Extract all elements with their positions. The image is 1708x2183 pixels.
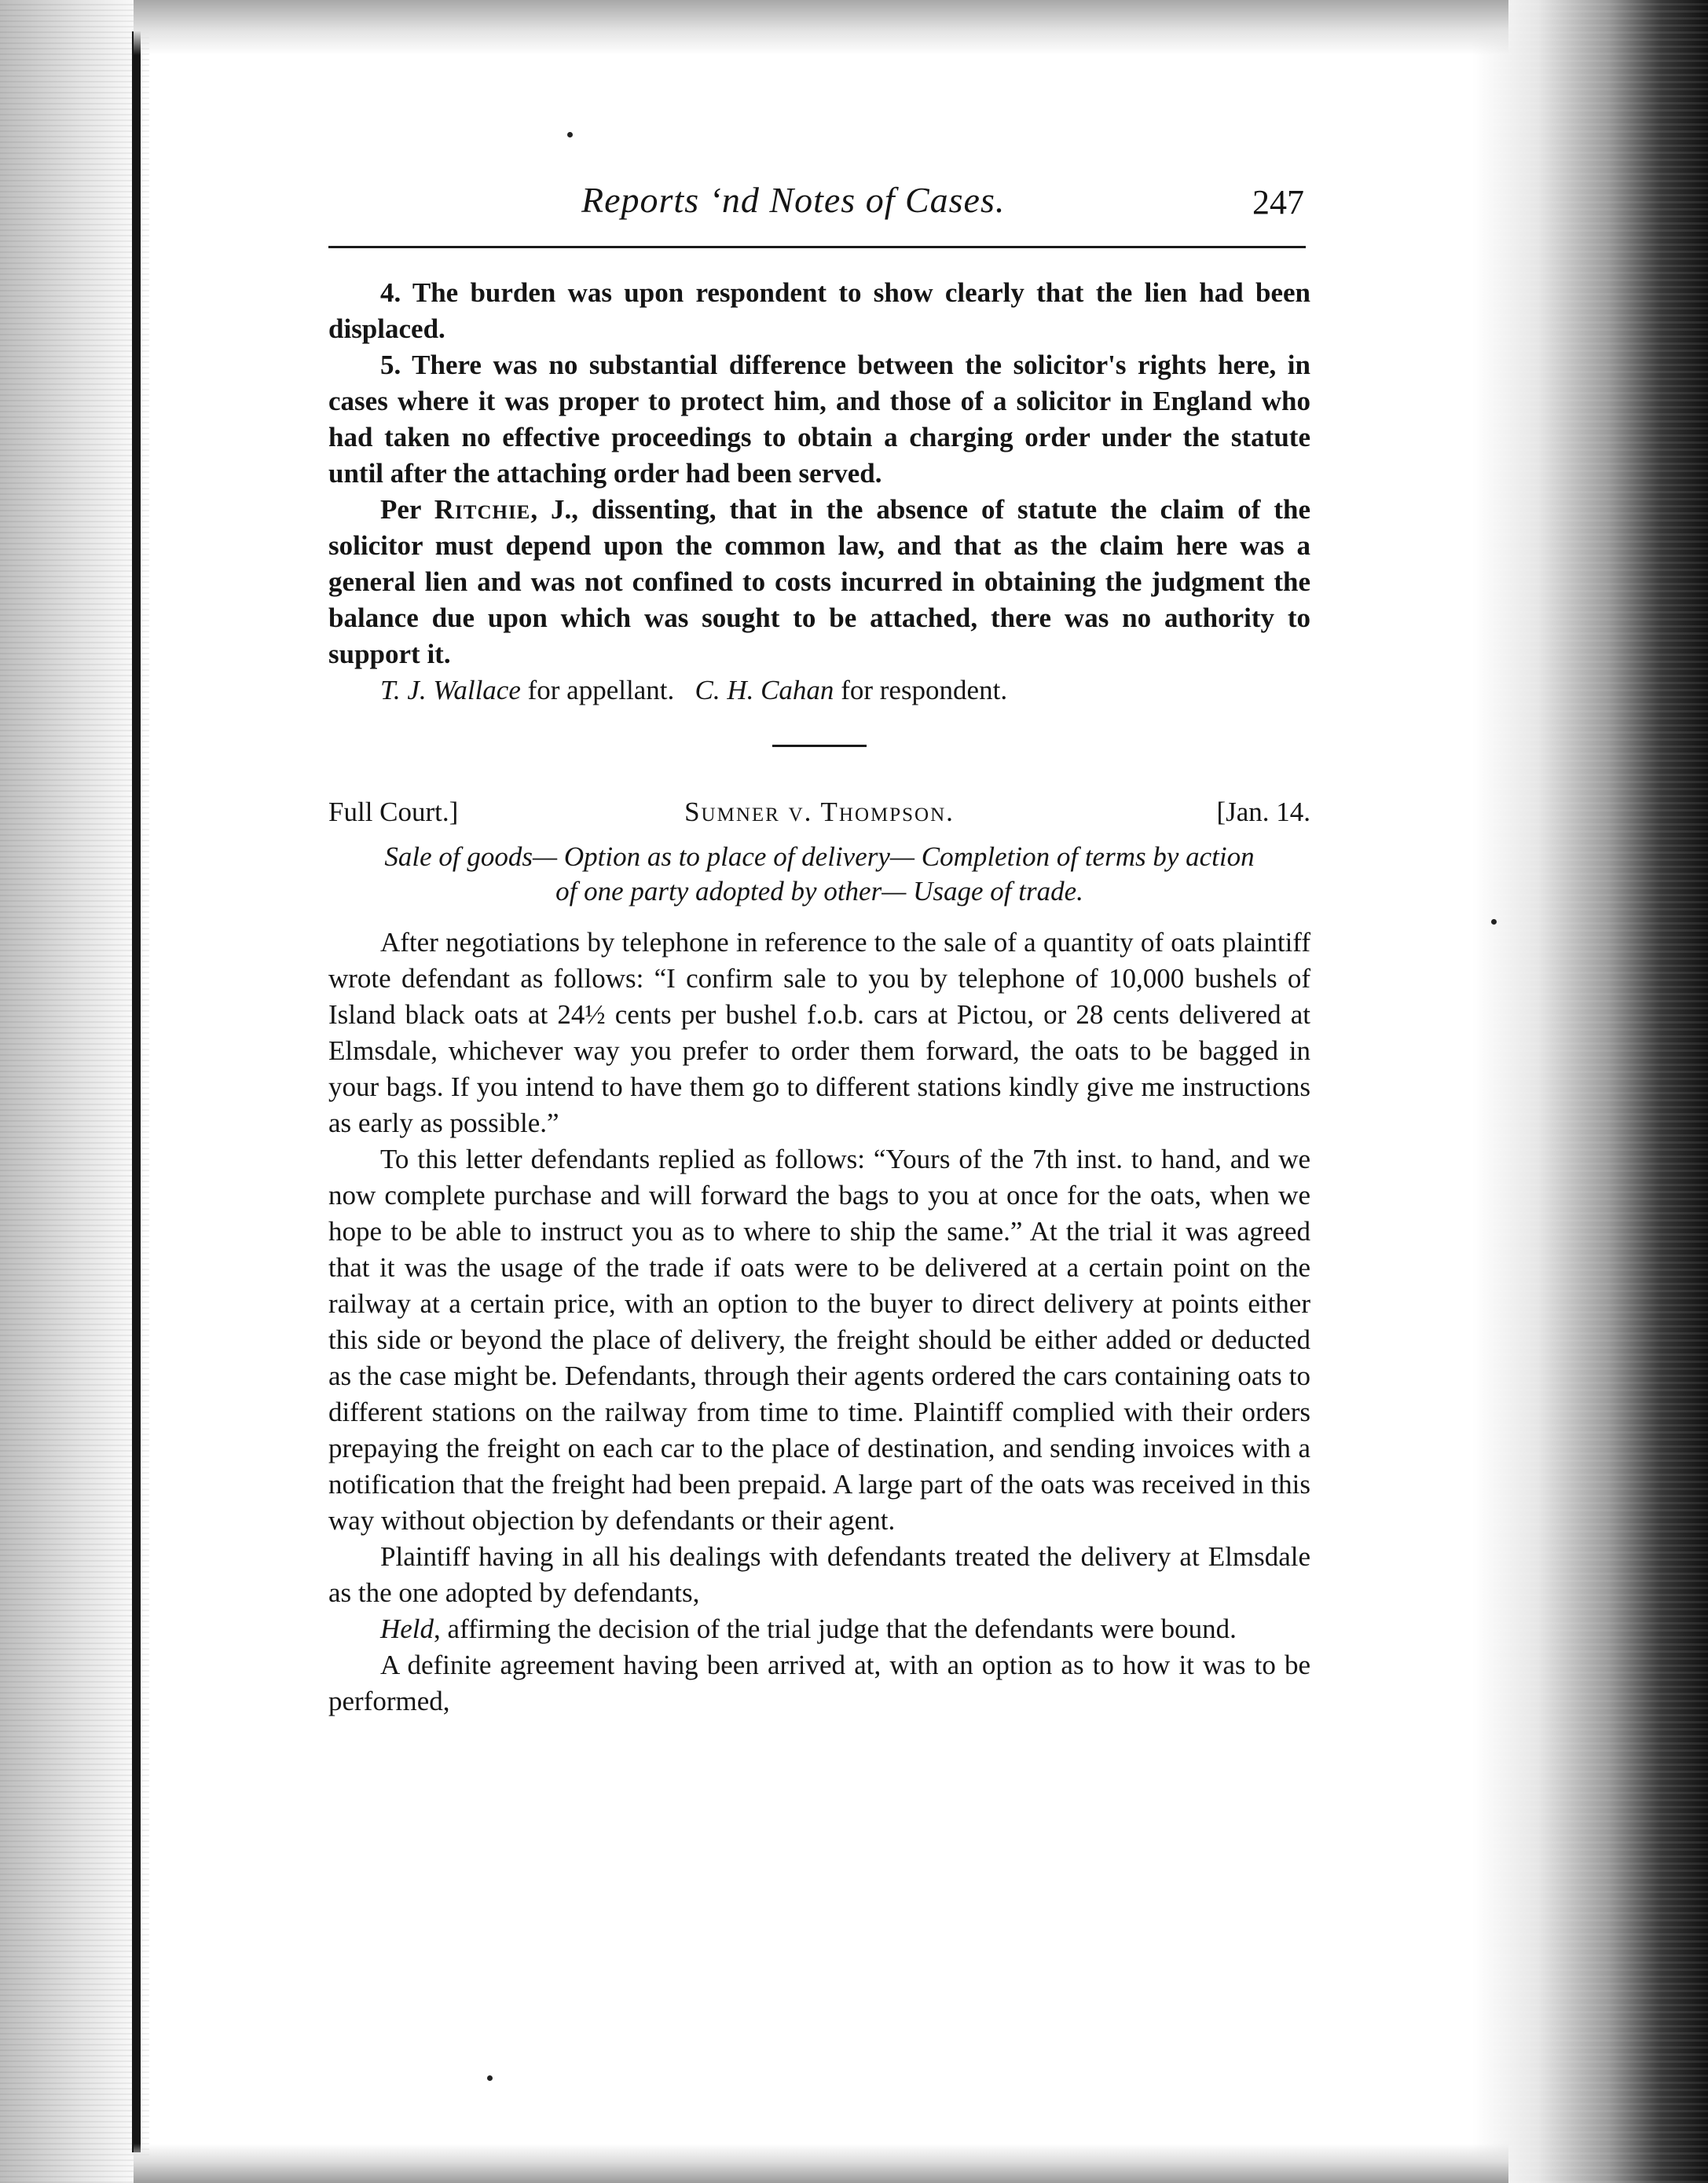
court-label: Full Court.] [328, 797, 459, 827]
held-text: , affirming the decision of the trial judge that the defendants were bound. [434, 1613, 1237, 1644]
binding-shadow [132, 31, 141, 2152]
scan-top-edge [134, 0, 1508, 55]
final-paragraph: A definite agreement having been arrived at, with an option as to how it was to be performed, [328, 1650, 1310, 1716]
scan-speck [567, 132, 573, 137]
headnote-line: of one party adopted by other— Usage of trade. [555, 876, 1083, 907]
holding-5: 5. There was no substantial difference between the solicitor's rights here, in cases where it was proper to protect him, and those of a solicitor in England who had taken no effective proceedings to obtain a charging order under the statute until after the attaching order had been served. [328, 350, 1310, 489]
appellant-role: for appellant. [520, 675, 675, 705]
section-divider [772, 745, 867, 747]
case-date: [Jan. 14. [1216, 797, 1310, 827]
dissent-text: , J., dissenting, that in the absence of statute the claim of the solicitor must depend upon the common law, and that as the claim here was a general lien and was not confined to costs incurred in obtaining the judgment the balance due upon which was sought to be attached, there was no authority to support it. [328, 494, 1310, 669]
scan-speck [487, 2075, 493, 2081]
headnote-line: Sale of goods— Option as to place of delivery— Completion of terms by action [384, 841, 1255, 872]
scan-right-edge [1472, 0, 1708, 2183]
facts-paragraph: Plaintiff having in all his dealings with defendants treated the delivery at Elmsdale as the one adopted by defendants, [328, 1541, 1310, 1608]
page-body [328, 275, 1310, 1720]
page-header [330, 179, 1304, 234]
running-title: Reports ‘nd Notes of Cases. [581, 180, 1006, 220]
counsel-line [328, 672, 1310, 709]
case-header [328, 794, 1310, 830]
facts-paragraph: To this letter defendants replied as follows: “Yours of the 7th inst. to hand, and we now complete purchase and will forward the bags to you at once for the oats, when we hope to be able to instruct you as to where to ship the same.” At the trial it was agreed that it was the usage of the trade if oats were to be delivered at a certain point on the railway at a certain price, with an option to the buyer to direct delivery at points either this side or beyond the place of delivery, the freight should be either added or deducted as the case might be. Defendants, through their agents ordered the cars containing oats to different stations on the railway from time to time. Plaintiff complied with their orders prepaying the freight on each car to the place of destination, and sending invoices with a notification that the freight had been prepaid. A large part of the oats was received in this way without objection by defendants or their agent. [328, 1144, 1310, 1536]
headnote [328, 840, 1310, 909]
holding-4: 4. The burden was upon respondent to show clearly that the lien had been displaced. [328, 277, 1310, 344]
respondent-role: for respondent. [834, 675, 1008, 705]
header-rule [328, 246, 1306, 248]
dissent-prefix: Per [380, 494, 434, 525]
facts-paragraph: After negotiations by telephone in reference to the sale of a quantity of oats plaintiff wrote defendant as follows: “I confirm sale to you by telephone of 10,000 bushels of Island black oats at 24½ cents per bushel f.o.b. cars at Pictou, or 28 cents delivered at Elmsdale, whichever way you prefer to order them forward, the oats to be bagged in your bags. If you intend to have them go to different stations kindly give me instructions as early as possible.” [328, 927, 1310, 1138]
respondent-counsel: C. H. Cahan [695, 675, 834, 705]
page-number: 247 [1252, 183, 1304, 222]
scan-bottom-edge [134, 2144, 1508, 2183]
scan-left-edge [0, 0, 149, 2183]
dissent-paragraph [328, 492, 1310, 672]
held-paragraph [328, 1611, 1310, 1647]
scan-speck [1491, 919, 1497, 925]
held-label: Held [380, 1613, 434, 1644]
dissent-judge: Ritchie [434, 494, 531, 525]
holding-list [328, 275, 1310, 672]
case-name: Sumner v. Thompson. [684, 797, 955, 827]
appellant-counsel: T. J. Wallace [380, 675, 521, 705]
